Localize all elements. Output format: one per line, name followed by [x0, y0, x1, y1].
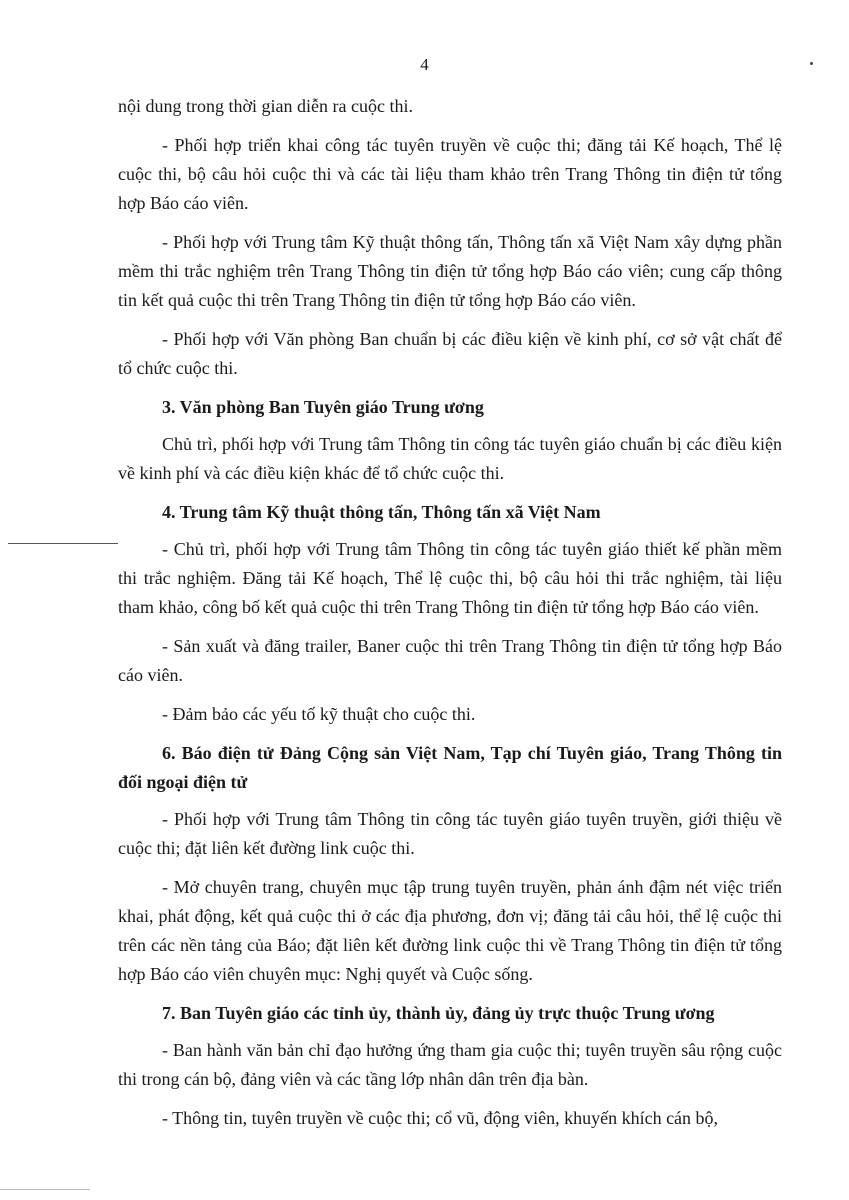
- paragraph: - Chủ trì, phối hợp với Trung tâm Thông tin công tác tuyên giáo thiết kế phần mềm thi trắc nghiệm. Đăng tải Kế hoạch, Thể lệ cuộc thi, bộ câu hỏi thi trắc nghiệm, tài liệu tham khảo, công bố kết quả cuộc thi trên Trang Thông tin điện tử tổng hợp Báo cáo viên.: [118, 539, 782, 617]
- paragraph: - Phối hợp với Văn phòng Ban chuẩn bị các điều kiện về kinh phí, cơ sở vật chất để tổ chức cuộc thi.: [118, 329, 782, 378]
- section-heading: 6. Báo điện tử Đảng Cộng sản Việt Nam, Tạp chí Tuyên giáo, Trang Thông tin đối ngoại điện tử: [118, 743, 782, 792]
- document-body: [118, 92, 782, 1143]
- section-heading: 4. Trung tâm Kỹ thuật thông tấn, Thông tấn xã Việt Nam: [162, 502, 601, 522]
- paragraph: - Phối hợp với Trung tâm Kỹ thuật thông tấn, Thông tấn xã Việt Nam xây dựng phần mềm thi trắc nghiệm trên Trang Thông tin điện tử tổng hợp Báo cáo viên; cung cấp thông tin kết quả cuộc thi trên Trang Thông tin điện tử tổng hợp Báo cáo viên.: [118, 232, 782, 310]
- paragraph: - Thông tin, tuyên truyền về cuộc thi; cổ vũ, động viên, khuyến khích cán bộ,: [162, 1108, 719, 1128]
- scan-mark: [810, 62, 813, 65]
- paragraph: - Đảm bảo các yếu tố kỹ thuật cho cuộc thi.: [162, 704, 476, 724]
- paragraph: Chủ trì, phối hợp với Trung tâm Thông tin công tác tuyên giáo chuẩn bị các điều kiện về kinh phí và các điều kiện khác để tổ chức cuộc thi.: [118, 434, 782, 483]
- margin-line: [8, 543, 118, 544]
- paragraph: - Mở chuyên trang, chuyên mục tập trung tuyên truyền, phản ánh đậm nét việc triển khai, phát động, kết quả cuộc thi ở các địa phương, đơn vị; đăng tải câu hỏi, thể lệ cuộc thi trên các nền tảng của Báo; đặt liên kết đường link cuộc thi về Trang Thông tin điện tử tổng hợp Báo cáo viên chuyên mục: Nghị quyết và Cuộc sống.: [118, 877, 782, 984]
- paragraph: - Phối hợp triển khai công tác tuyên truyền về cuộc thi; đăng tải Kế hoạch, Thể lệ cuộc thi, bộ câu hỏi cuộc thi và các tài liệu tham khảo trên Trang Thông tin điện tử tổng hợp Báo cáo viên.: [118, 135, 782, 213]
- scan-edge: [0, 1189, 90, 1190]
- paragraph: - Ban hành văn bản chỉ đạo hưởng ứng tham gia cuộc thi; tuyên truyền sâu rộng cuộc thi trong cán bộ, đảng viên và các tầng lớp nhân dân trên địa bàn.: [118, 1040, 782, 1089]
- paragraph: nội dung trong thời gian diễn ra cuộc thi.: [118, 96, 413, 116]
- paragraph: - Sản xuất và đăng trailer, Baner cuộc thi trên Trang Thông tin điện tử tổng hợp Báo cáo viên.: [118, 636, 782, 685]
- section-heading: 7. Ban Tuyên giáo các tỉnh ủy, thành ủy, đảng ủy trực thuộc Trung ương: [162, 1003, 715, 1023]
- section-heading: 3. Văn phòng Ban Tuyên giáo Trung ương: [162, 397, 484, 417]
- page-number: 4: [420, 55, 429, 74]
- paragraph: - Phối hợp với Trung tâm Thông tin công tác tuyên giáo tuyên truyền, giới thiệu về cuộc thi; đặt liên kết đường link cuộc thi.: [118, 809, 782, 858]
